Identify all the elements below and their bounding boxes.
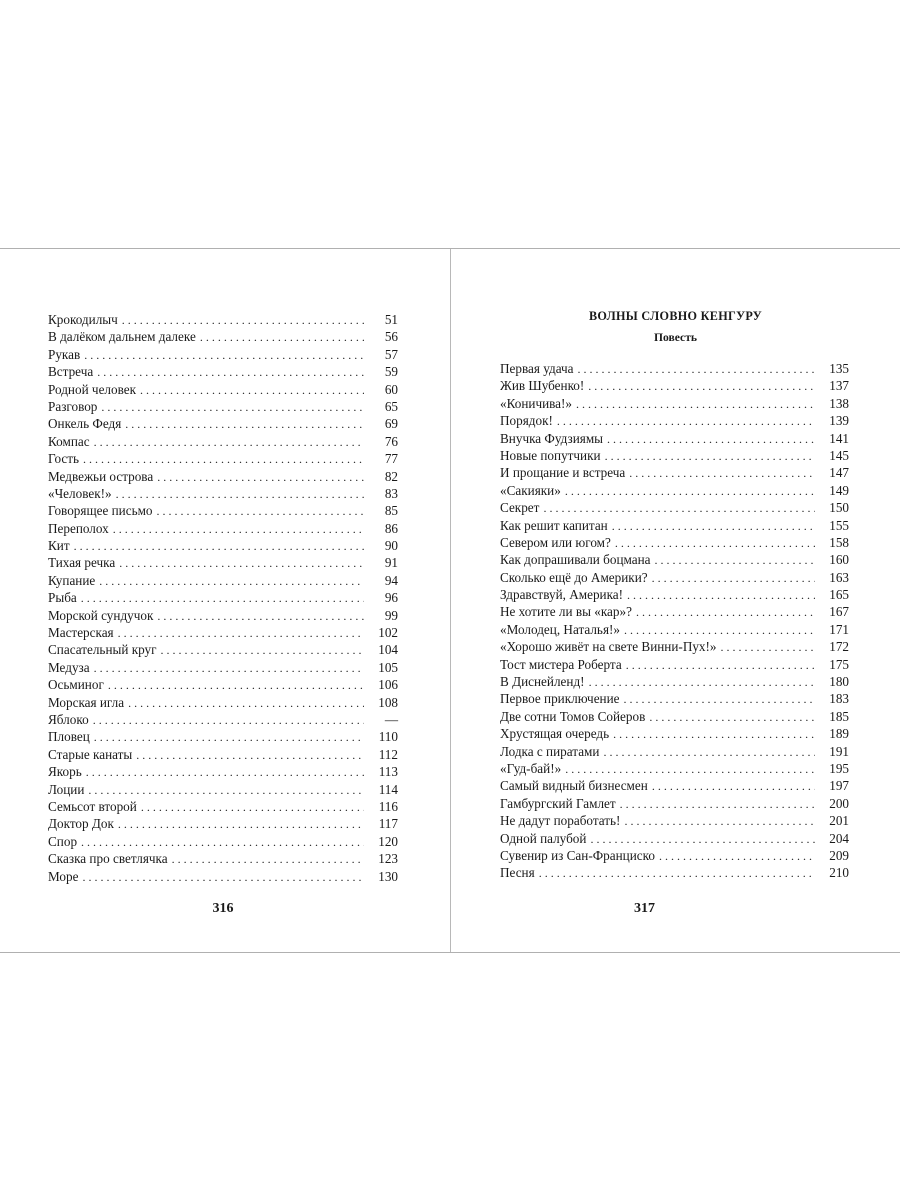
toc-entry-page: 120: [378, 833, 398, 849]
toc-entry-title: Гамбургский Гамлет: [500, 795, 616, 811]
toc-entry-page: 83: [384, 485, 398, 501]
dot-leader: [649, 709, 815, 726]
toc-entry-title: Доктор Док: [48, 816, 114, 832]
section-subtitle: Повесть: [653, 331, 698, 344]
toc-entry-title: Новые попутчики: [500, 447, 601, 463]
dot-leader: [136, 747, 364, 764]
toc-entry: [500, 464, 849, 481]
dot-leader: [636, 604, 815, 621]
dot-leader: [624, 691, 815, 708]
toc-entry-page: 112: [378, 746, 398, 762]
dot-leader: [125, 416, 364, 433]
toc-entry-title: Рукав: [48, 346, 81, 362]
toc-entry: [500, 360, 849, 377]
dot-leader: [140, 382, 364, 399]
toc-entry-title: Компас: [48, 433, 90, 449]
dot-leader: [590, 831, 815, 848]
toc-entry: [48, 833, 398, 850]
toc-entry-title: Онкель Федя: [48, 416, 122, 432]
toc-entry-page: 158: [829, 534, 849, 550]
toc-entry-title: Не дадут поработать!: [500, 813, 621, 829]
toc-entry-page: 69: [384, 416, 398, 432]
dot-leader: [576, 396, 815, 413]
toc-entry: [500, 482, 849, 499]
dot-leader: [108, 677, 364, 694]
toc-entry-title: Жив Шубенко!: [500, 378, 585, 394]
dot-leader: [81, 590, 364, 607]
toc-entry-title: Купание: [48, 572, 96, 588]
toc-entry: [48, 659, 398, 676]
book-spread: [0, 248, 900, 953]
dot-leader: [626, 657, 815, 674]
dot-leader: [565, 761, 815, 778]
toc-entry-page: 117: [378, 816, 398, 832]
toc-entry-page: 90: [384, 538, 398, 554]
toc-entry: [48, 781, 398, 798]
toc-entry: [48, 694, 398, 711]
toc-entry-page: 77: [384, 451, 398, 467]
toc-entry: [500, 690, 849, 707]
dot-leader: [113, 521, 364, 538]
toc-entry-title: Первая удача: [500, 361, 574, 376]
toc-entry: [500, 586, 849, 603]
toc-entry-page: 138: [829, 395, 849, 411]
toc-entry: [500, 551, 849, 568]
toc-entry-page: —: [384, 711, 398, 727]
toc-entry: [48, 381, 398, 398]
toc-entry-title: Разговор: [48, 398, 98, 414]
toc-entry: [500, 499, 849, 516]
toc-entry-title: Мастерская: [48, 625, 114, 641]
toc-entry-page: 96: [384, 590, 398, 606]
toc-entry: [48, 728, 398, 745]
toc-entry-title: Морская игла: [48, 694, 125, 710]
dot-leader: [101, 399, 364, 416]
toc-entry-page: 200: [829, 795, 849, 811]
dot-leader: [119, 555, 364, 572]
toc-entry-page: 135: [829, 361, 849, 376]
dot-leader: [157, 608, 364, 625]
right-page: [451, 249, 900, 952]
toc-entry-page: 171: [829, 621, 849, 637]
dot-leader: [161, 642, 364, 659]
toc-entry-page: 139: [829, 413, 849, 429]
toc-entry-title: «Хорошо живёт на свете Винни-Пух!»: [500, 639, 717, 655]
toc-entry: [48, 589, 398, 606]
toc-entry-title: Кит: [48, 538, 70, 554]
dot-leader: [82, 869, 364, 886]
toc-entry-page: 123: [378, 851, 398, 867]
toc-entry-title: Секрет: [500, 500, 540, 516]
dot-leader: [659, 848, 815, 865]
toc-entry: [500, 847, 849, 864]
dot-leader: [652, 778, 815, 795]
dot-leader: [141, 799, 364, 816]
toc-entry-title: Лодка с пиратами: [500, 743, 600, 759]
toc-entry: [48, 537, 398, 554]
toc-entry-title: Переполох: [48, 520, 109, 536]
dot-leader: [118, 816, 364, 833]
toc-entry-page: 116: [378, 798, 398, 814]
toc-entry: [500, 638, 849, 655]
dot-leader: [607, 431, 815, 448]
toc-entry: [500, 830, 849, 847]
dot-leader: [157, 503, 364, 520]
toc-entry: [48, 468, 398, 485]
toc-entry-title: Медуза: [48, 659, 90, 675]
toc-entry-title: Как решит капитан: [500, 517, 608, 533]
toc-entry-page: 91: [384, 555, 398, 571]
toc-entry-page: 191: [829, 743, 849, 759]
toc-entry: [500, 795, 849, 812]
dot-leader: [157, 469, 364, 486]
toc-entry-title: В Диснейленд!: [500, 674, 585, 690]
toc-entry-title: Как допрашивали боцмана: [500, 552, 651, 568]
toc-entry-page: 175: [829, 656, 849, 672]
dot-leader: [624, 622, 815, 639]
page-number-left: 316: [212, 901, 234, 916]
toc-entry: [500, 412, 849, 429]
toc-entry: [500, 395, 849, 412]
toc-entry-title: «Молодец, Наталья!»: [500, 621, 620, 637]
toc-entry-title: Пловец: [48, 729, 90, 745]
toc-entry-page: 160: [829, 552, 849, 568]
toc-entry-title: Здравствуй, Америка!: [500, 587, 624, 603]
toc-entry: [500, 864, 849, 881]
dot-leader: [83, 451, 364, 468]
dot-leader: [118, 625, 364, 642]
toc-entry: [48, 641, 398, 658]
toc-entry-title: Осьминог: [48, 677, 104, 693]
toc-entry: [48, 798, 398, 815]
toc-entry-title: Морской сундучок: [48, 607, 154, 623]
toc-entry: [48, 607, 398, 624]
toc-entry-title: Родной человек: [48, 381, 137, 397]
dot-leader: [93, 712, 364, 729]
toc-entry-page: 56: [384, 329, 398, 345]
toc-entry-page: 76: [384, 433, 398, 449]
toc-entry-title: Сказка про светлячка: [48, 851, 168, 867]
toc-entry: [500, 743, 849, 760]
toc-entry: [500, 656, 849, 673]
toc-entry: [500, 708, 849, 725]
toc-entry: [500, 377, 849, 394]
dot-leader: [605, 448, 815, 465]
toc-entry: [500, 569, 849, 586]
toc-entry: [48, 485, 398, 502]
toc-entry-page: 172: [829, 639, 849, 655]
dot-leader: [94, 729, 364, 746]
toc-entry-page: 137: [829, 378, 849, 394]
toc-entry-title: Самый видный бизнесмен: [500, 778, 648, 794]
toc-entry-title: Севером или югом?: [500, 534, 611, 550]
toc-entry-title: Семьсот второй: [48, 798, 137, 814]
toc-entry-page: 167: [829, 604, 849, 620]
toc-entry-title: Порядок!: [500, 413, 553, 429]
toc-entry: [48, 763, 398, 780]
toc-entry-page: 183: [829, 691, 849, 707]
toc-entry: [500, 725, 849, 742]
toc-entry-title: Якорь: [48, 764, 82, 780]
toc-entry: [48, 815, 398, 832]
toc-entry: [48, 572, 398, 589]
toc-entry-title: Медвежьи острова: [48, 468, 154, 484]
dot-leader: [627, 587, 815, 604]
toc-entry-title: Говорящее письмо: [48, 503, 153, 519]
dot-leader: [655, 552, 815, 569]
toc-entry: [48, 520, 398, 537]
toc-entry: [500, 534, 849, 551]
dot-leader: [557, 413, 815, 430]
toc-entry-page: 197: [829, 778, 849, 794]
toc-entry-page: 104: [378, 642, 398, 658]
toc-entry: [500, 777, 849, 794]
toc-entry: [48, 502, 398, 519]
toc-entry: [48, 554, 398, 571]
toc-entry-page: 155: [829, 517, 849, 533]
toc-entry-page: 210: [829, 865, 849, 881]
toc-entry-page: 180: [829, 674, 849, 690]
toc-entry-title: Не хотите ли вы «кар»?: [500, 604, 632, 620]
toc-entry-page: 51: [384, 312, 398, 327]
toc-entry: [500, 621, 849, 638]
toc-entry-title: Сувенир из Сан-Франциско: [500, 847, 655, 863]
dot-leader: [620, 796, 815, 813]
toc-entry: [500, 603, 849, 620]
toc-entry: [48, 415, 398, 432]
dot-leader: [612, 518, 815, 535]
toc-entry-page: 165: [829, 587, 849, 603]
toc-entry-title: Хрустящая очередь: [500, 726, 610, 742]
toc-entry-page: 150: [829, 500, 849, 516]
dot-leader: [116, 486, 364, 503]
toc-entry-title: Гость: [48, 451, 80, 467]
toc-entry: [48, 346, 398, 363]
dot-leader: [539, 865, 815, 882]
dot-leader: [589, 674, 815, 691]
toc-entry-title: Внучка Фудзиямы: [500, 430, 604, 446]
toc-entry-title: «Коничива!»: [500, 395, 573, 411]
dot-leader: [81, 834, 364, 851]
dot-leader: [565, 483, 815, 500]
toc-entry-page: 201: [829, 813, 849, 829]
toc-entry-page: 185: [829, 708, 849, 724]
toc-entry-page: 57: [384, 346, 398, 362]
toc-entry-page: 141: [829, 430, 849, 446]
toc-entry-page: 204: [829, 830, 849, 846]
toc-entry: [48, 328, 398, 345]
toc-entry-title: Тихая речка: [48, 555, 116, 571]
toc-list-left: [48, 311, 398, 885]
dot-leader: [613, 726, 815, 743]
toc-entry-page: 59: [384, 364, 398, 380]
toc-entry: [48, 676, 398, 693]
toc-entry-title: Первое приключение: [500, 691, 620, 707]
toc-entry: [500, 812, 849, 829]
toc-entry: [48, 624, 398, 641]
dot-leader: [588, 378, 815, 395]
toc-entry-page: 110: [378, 729, 398, 745]
toc-entry-title: Яблоко: [48, 711, 89, 727]
dot-leader: [615, 535, 815, 552]
dot-leader: [543, 500, 815, 517]
toc-entry-title: В далёком дальнем далеке: [48, 329, 196, 345]
toc-entry: [48, 850, 398, 867]
toc-entry-page: 94: [384, 572, 398, 588]
dot-leader: [122, 312, 364, 329]
toc-entry: [500, 760, 849, 777]
toc-entry-page: 163: [829, 569, 849, 585]
toc-entry-page: 99: [384, 607, 398, 623]
toc-entry: [48, 868, 398, 885]
toc-entry-title: «Человек!»: [48, 485, 112, 501]
dot-leader: [128, 695, 364, 712]
toc-entry-page: 209: [829, 847, 849, 863]
toc-entry-title: Встреча: [48, 364, 94, 380]
toc-entry-title: «Гуд-бай!»: [500, 760, 562, 776]
dot-leader: [94, 660, 364, 677]
left-page: [0, 249, 450, 952]
toc-entry: [500, 673, 849, 690]
toc-entry: [48, 746, 398, 763]
dot-leader: [603, 744, 815, 761]
toc-entry-page: 145: [829, 447, 849, 463]
dot-leader: [97, 364, 364, 381]
toc-entry-page: 195: [829, 760, 849, 776]
dot-leader: [84, 347, 364, 364]
toc-entry-title: Море: [48, 868, 79, 884]
toc-entry-title: Сколько ещё до Америки?: [500, 569, 648, 585]
dot-leader: [200, 329, 364, 346]
toc-entry-page: 130: [378, 868, 398, 884]
toc-entry-title: Крокодилыч: [48, 312, 118, 327]
dot-leader: [88, 782, 364, 799]
dot-leader: [172, 851, 364, 868]
toc-entry-page: 82: [384, 468, 398, 484]
dot-leader: [94, 434, 364, 451]
toc-entry-title: Две сотни Томов Сойеров: [500, 708, 646, 724]
toc-entry: [48, 398, 398, 415]
toc-entry-page: 102: [378, 625, 398, 641]
toc-entry-page: 86: [384, 520, 398, 536]
toc-entry-title: Лоции: [48, 781, 85, 797]
toc-entry: [500, 447, 849, 464]
toc-entry-title: Песня: [500, 865, 535, 881]
toc-entry-title: Тост мистера Роберта: [500, 656, 622, 672]
toc-entry-title: Спор: [48, 833, 78, 849]
toc-entry: [500, 517, 849, 534]
toc-entry: [48, 363, 398, 380]
page-number-right: 317: [634, 901, 655, 916]
toc-entry-title: Одной палубой: [500, 830, 587, 846]
toc-entry-page: 106: [378, 677, 398, 693]
dot-leader: [624, 813, 815, 830]
dot-leader: [99, 573, 364, 590]
toc-entry-title: Спасательный круг: [48, 642, 157, 658]
toc-entry-page: 105: [378, 659, 398, 675]
dot-leader: [652, 570, 815, 587]
toc-entry-page: 113: [378, 764, 398, 780]
dot-leader: [721, 639, 815, 656]
dot-leader: [74, 538, 364, 555]
dot-leader: [578, 361, 815, 378]
toc-entry-page: 149: [829, 482, 849, 498]
toc-entry-page: 60: [384, 381, 398, 397]
dot-leader: [629, 465, 815, 482]
toc-entry-page: 65: [384, 398, 398, 414]
toc-entry-title: «Сакияки»: [500, 482, 561, 498]
toc-entry: [48, 711, 398, 728]
toc-entry: [48, 450, 398, 467]
toc-entry-title: И прощание и встреча: [500, 465, 626, 481]
toc-entry-page: 189: [829, 726, 849, 742]
dot-leader: [86, 764, 364, 781]
toc-entry-title: Старые канаты: [48, 746, 133, 762]
toc-entry: [48, 433, 398, 450]
toc-list-right: [500, 360, 849, 882]
toc-entry-page: 108: [378, 694, 398, 710]
toc-entry: [48, 311, 398, 328]
toc-entry-page: 147: [829, 465, 849, 481]
toc-entry-page: 85: [384, 503, 398, 519]
section-title: ВОЛНЫ СЛОВНО КЕНГУРУ: [589, 309, 762, 323]
toc-entry: [500, 430, 849, 447]
toc-entry-page: 114: [378, 781, 398, 797]
toc-entry-title: Рыба: [48, 590, 77, 606]
